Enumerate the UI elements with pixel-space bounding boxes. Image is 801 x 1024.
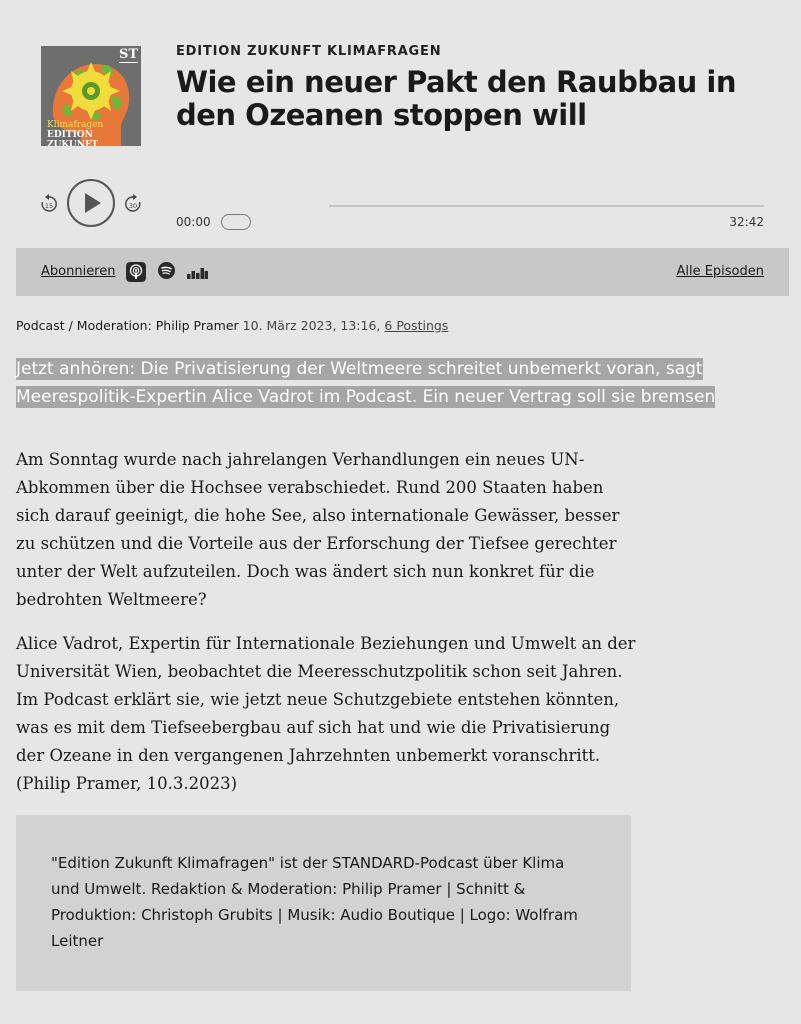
svg-text:30: 30	[128, 202, 138, 210]
playback-speed-toggle[interactable]	[221, 214, 251, 230]
byline: Podcast / Moderation: Philip Pramer	[16, 318, 239, 333]
episode-title: Wie ein neuer Pakt den Raubbau in den Ozeanen stoppen will	[176, 65, 736, 132]
skip-back-icon[interactable]	[40, 194, 58, 214]
current-time: 00:00	[176, 215, 211, 229]
article-meta	[16, 318, 448, 333]
lead-text: Jetzt anhören: Die Privatisierung der Weltmeere schreitet unbemerkt voran, sagt Meerespolitik-Expertin Alice Vadrot im Podcast. Ein neuer Vertrag soll sie bremsen	[16, 359, 716, 407]
skip-forward-icon[interactable]	[124, 194, 142, 214]
subscribe-link[interactable]: Abonnieren	[41, 264, 116, 279]
article-lead	[16, 355, 786, 411]
duration: 32:42	[729, 215, 764, 229]
cover-subtitle: Klimafragen	[47, 120, 104, 130]
cover-title: EDITION ZUKUNFT	[47, 130, 99, 146]
deezer-icon[interactable]	[187, 265, 208, 279]
podcast-cover	[41, 46, 141, 146]
apple-podcasts-icon[interactable]	[126, 262, 146, 282]
info-box-text: "Edition Zukunft Klimafragen" ist der STANDARD-Podcast über Klima und Umwelt. Redaktion & Moderation: Philip Pramer | Schnitt & Produktion: Christoph Grubits | Musik: Audio Boutique | Logo: Wolfram Leitner	[51, 854, 578, 950]
play-button[interactable]	[66, 178, 116, 228]
podcast-header	[41, 46, 781, 146]
podcast-info-box	[16, 815, 631, 991]
play-icon	[85, 193, 101, 213]
postings-link[interactable]: 6 Postings	[384, 318, 449, 333]
subscribe-bar	[16, 248, 789, 296]
article-paragraph: Am Sonntag wurde nach jahrelangen Verhandlungen ein neues UN-Abkommen über die Hochsee verabschiedet. Rund 200 Staaten haben sich darauf geeinigt, die hohe See, also internationale Gewässer, besser zu schützen und die Vorteile aus der Erforschung der Tiefsee gerechter unter der Welt aufzuteilen. Doch was ändert sich nun konkret für die bedrohten Weltmeere?	[16, 450, 620, 609]
all-episodes-link[interactable]: Alle Episoden	[676, 264, 764, 279]
spotify-icon[interactable]	[158, 262, 175, 279]
cover-logo: ST	[118, 47, 138, 62]
audio-player	[40, 178, 765, 233]
publish-date: 10. März 2023, 13:16,	[242, 318, 381, 333]
series-label: EDITION ZUKUNFT KLIMAFRAGEN	[176, 44, 442, 59]
svg-text:15: 15	[44, 202, 54, 210]
article-paragraph: Alice Vadrot, Expertin für Internationale Beziehungen und Umwelt an der Universität Wien, beobachtet die Meeresschutzpolitik schon seit Jahren. Im Podcast erklärt sie, wie jetzt neue Schutzgebiete entstehen könnten, was es mit dem Tiefseebergbau auf sich hat und wie die Privatisierung der Ozeane in den vergangenen Jahrzehnten unbemerkt voranschritt. (Philip Pramer, 10.3.2023)	[16, 634, 636, 793]
progress-bar[interactable]	[329, 205, 764, 207]
